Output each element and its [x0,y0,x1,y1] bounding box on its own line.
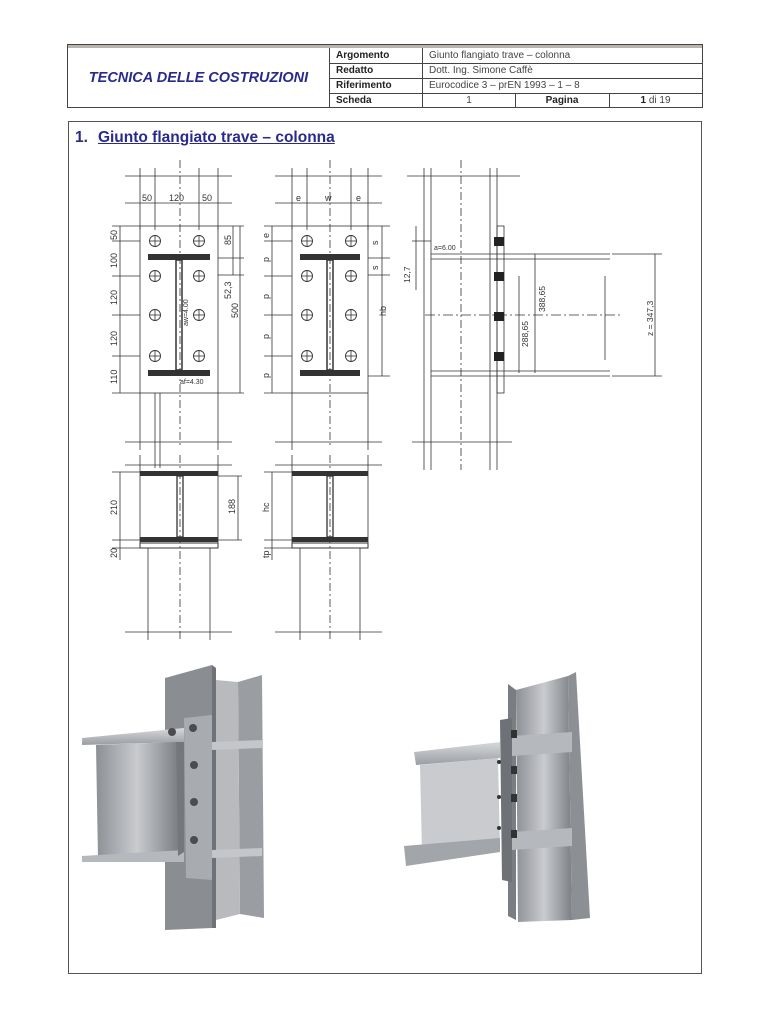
dim-left-3: 120 [109,330,119,346]
dim-top-0: 50 [142,193,153,203]
side-view-bolts [494,237,504,361]
scheda-label: Scheda [329,93,423,108]
row-key: Riferimento [329,78,423,93]
side-view [407,160,662,470]
pagina-current: 1 [640,95,647,106]
sym-left-4: p [261,372,271,378]
lever-arm-z: z = 347,3 [645,300,655,336]
weld-flange-label: af=4.30 [180,379,204,386]
plan-view-numeric [112,160,244,468]
section-view-numeric-profile [140,471,218,548]
lever-arm-2: 288,65 [520,321,530,347]
row-key: Redatto [329,63,423,78]
dim-left-0: 50 [109,229,119,240]
row-value: Dott. Ing. Simone Caffè [429,65,533,76]
scheda-value: 1 [423,93,516,108]
sec-dim-right: 188 [227,498,237,514]
row-value: Giunto flangiato trave – colonna [429,50,571,61]
sym-right-1: s [370,265,380,270]
sym-top-1: w [325,193,332,203]
section-view-symbolic-labels [261,502,271,558]
dim-right-0: 85 [223,234,233,245]
section-title-text[interactable]: Giunto flangiato trave – colonna [97,129,335,146]
sec-dim-left-1: 20 [109,547,119,558]
sym-top-2: e [356,193,362,203]
pagina-total: di 19 [648,95,671,106]
row-key: Argomento [329,48,423,63]
sym-left-1: p [261,256,271,262]
dim-top-1: 120 [169,193,185,203]
lever-arm-1: 388,65 [537,286,547,312]
section-number: 1. [75,129,88,146]
sec-dim-left-0: 210 [109,499,119,515]
render-3d-left [82,665,264,930]
plate-thickness-label: 12,7 [402,266,412,283]
sym-top-0: e [296,193,302,203]
org-title: TECNICA DELLE COSTRUZIONI [68,48,330,107]
dim-left-1: 100 [109,252,119,268]
sym-right-0: s [370,240,380,245]
weld-side-label: a=6.00 [434,245,456,252]
dim-right-1: 52,3 [223,281,233,299]
weld-web-label: aw=4.00 [183,299,190,326]
sym-right-2: hb [378,305,388,316]
sym-left-2: p [261,293,271,299]
sec-sym-left-0: hc [261,502,271,512]
plan-view-numeric-labels [109,193,240,386]
dim-right-2: 500 [230,302,240,318]
plan-view-symbolic-labels [261,193,388,378]
dim-left-2: 120 [109,289,119,305]
dim-top-2: 50 [202,193,213,203]
pagina-label: Pagina [515,93,610,108]
sym-left-3: p [261,333,271,339]
side-view-labels [402,245,655,347]
sym-left-0: e [261,232,271,238]
row-value: Eurocodice 3 – prEN 1993 – 1 – 8 [429,80,580,91]
sec-sym-left-1: tp [261,550,271,558]
dim-left-4: 110 [109,369,119,384]
